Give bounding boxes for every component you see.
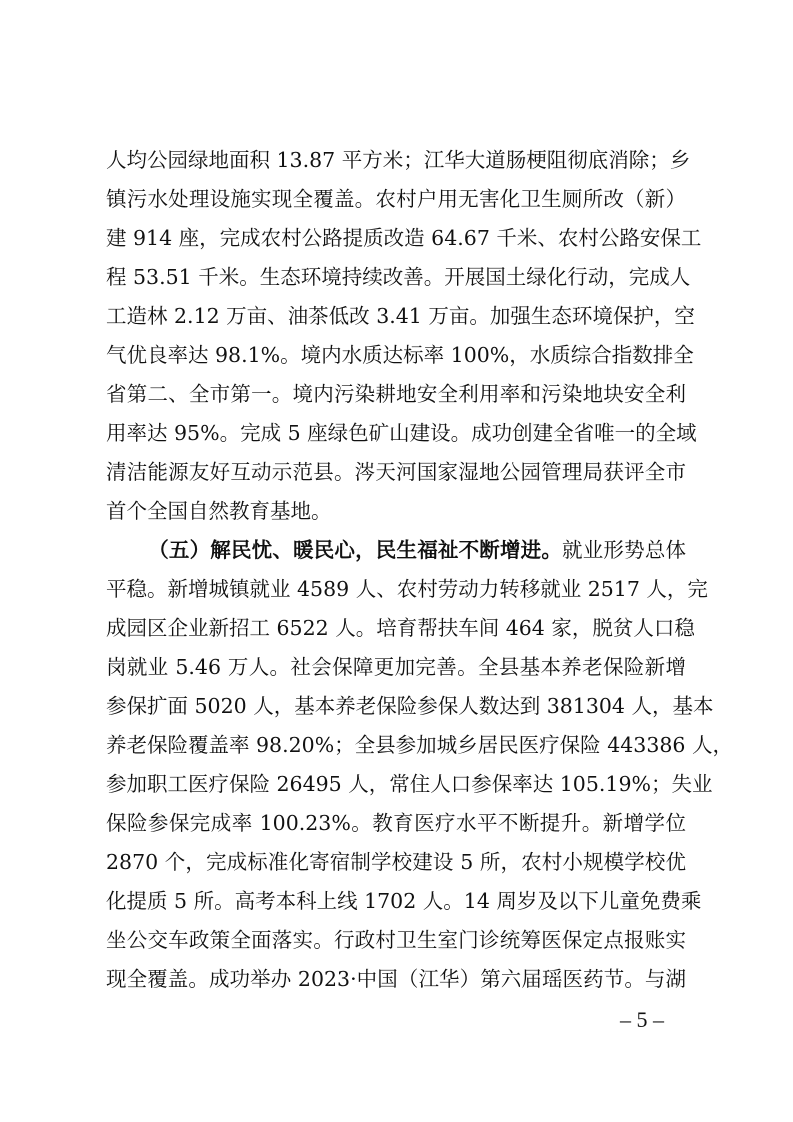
paragraph2-line: 参保扩面 5020 人，基本养老保险参保人数达到 381304 人，基本: [106, 694, 714, 718]
paragraph2-line: 参加职工医疗保险 26495 人，常住人口参保率达 105.19%；失业: [106, 772, 713, 796]
paragraph1-line: 工造林 2.12 万亩、油茶低改 3.41 万亩。加强生态环境保护，空: [106, 304, 695, 328]
paragraph1-line: 省第二、全市第一。境内污染耕地安全利用率和污染地块安全利: [106, 382, 686, 406]
paragraph1-line: 用率达 95%。完成 5 座绿色矿山建设。成功创建全省唯一的全域: [106, 421, 697, 445]
paragraph1-line: 气优良率达 98.1%。境内水质达标率 100%，水质综合指数排全: [106, 343, 694, 367]
paragraph2-line: 保险参保完成率 100.23%。教育医疗水平不断提升。新增学位: [106, 811, 686, 835]
paragraph2-line: 平稳。新增城镇就业 4589 人、农村劳动力转移就业 2517 人，完: [106, 577, 708, 601]
paragraph2-line: 坐公交车政策全面落实。行政村卫生室门诊统筹医保定点报账实: [106, 928, 686, 952]
paragraph2-line: 化提质 5 所。高考本科上线 1702 人。14 周岁及以下儿童免费乘: [106, 889, 702, 913]
page-number: – 5 –: [620, 1007, 664, 1032]
paragraph1-line: 清洁能源友好互动示范县。涔天河国家湿地公园管理局获评全市: [106, 460, 686, 484]
paragraph2-line: 养老保险覆盖率 98.20%；全县参加城乡居民医疗保险 443386 人，: [106, 733, 733, 757]
paragraph2-line: 现全覆盖。成功举办 2023·中国（江华）第六届瑶医药节。与湖: [106, 967, 686, 991]
paragraph1-line: 程 53.51 千米。生态环境持续改善。开展国土绿化行动，完成人: [106, 265, 691, 289]
paragraph2-line: 2870 个，完成标准化寄宿制学校建设 5 所，农村小规模学校优: [106, 850, 686, 874]
paragraph2-first-line: [106, 536, 686, 564]
paragraph2-line: 岗就业 5.46 万人。社会保障更加完善。全县基本养老保险新增: [106, 655, 686, 679]
paragraph1-line: 人均公园绿地面积 13.87 平方米；江华大道肠梗阻彻底消除；乡: [106, 148, 691, 172]
paragraph2-first-line-rest: 就业形势总体: [562, 538, 687, 562]
paragraph2-line: 成园区企业新招工 6522 人。培育帮扶车间 464 家，脱贫人口稳: [106, 616, 695, 640]
paragraph1-line: 镇污水处理设施实现全覆盖。农村户用无害化卫生厕所改（新）: [106, 187, 686, 211]
paragraph1-line: 首个全国自然教育基地。: [106, 499, 332, 523]
section-heading: （五）解民忧、暖民心，民生福祉不断增进。: [148, 538, 563, 562]
paragraph1-line: 建 914 座，完成农村公路提质改造 64.67 千米、农村公路安保工: [106, 226, 702, 250]
